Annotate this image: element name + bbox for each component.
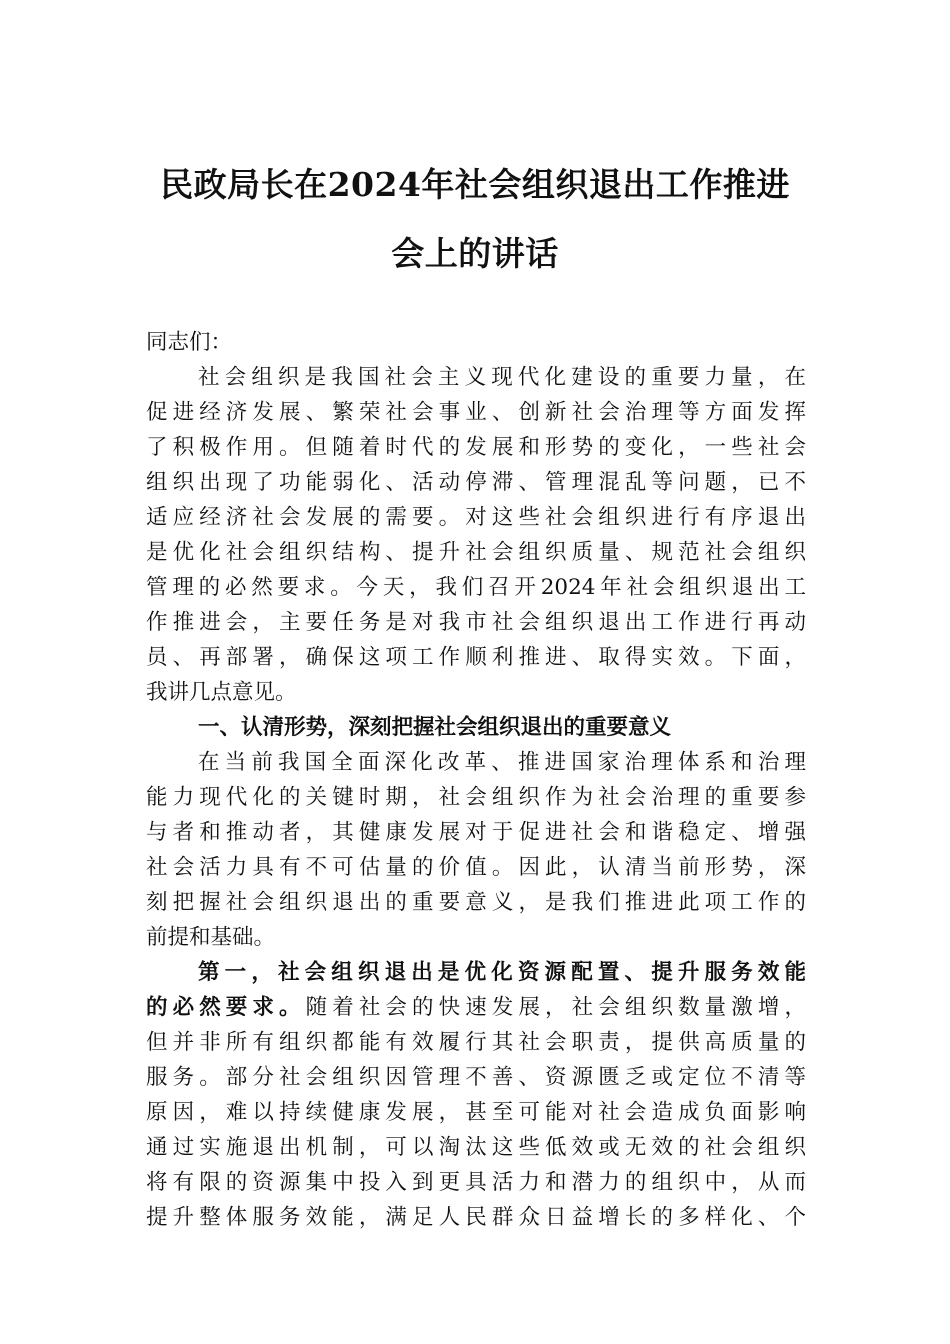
paragraph-line: 社会组织是我国社会主义现代化建设的重要力量，在 bbox=[198, 365, 806, 390]
paragraph-line: 社会活力具有不可估量的价值。因此，认清当前形势，深 bbox=[146, 855, 806, 880]
paragraph-line: 提升整体服务效能，满足人民群众日益增长的多样化、个 bbox=[146, 1205, 806, 1230]
salutation: 同志们： bbox=[146, 330, 233, 355]
paragraph-line: 管理的必然要求。今天，我们召开2024年社会组织退出工 bbox=[146, 575, 806, 600]
paragraph-line: 了积极作用。但随着时代的发展和形势的变化，一些社会 bbox=[146, 435, 806, 460]
paragraph-line: 员、再部署，确保这项工作顺利推进、取得实效。下面， bbox=[146, 645, 806, 670]
paragraph-line: 在当前我国全面深化改革、推进国家治理体系和治理 bbox=[198, 750, 806, 775]
document-title-line-2: 会上的讲话 bbox=[391, 234, 559, 273]
subsection-lead-end: 的必然要求。 bbox=[146, 995, 306, 1020]
paragraph-line: 服务。部分社会组织因管理不善、资源匮乏或定位不清等 bbox=[146, 1065, 806, 1090]
document-title-line-1: 民政局长在2024年社会组织退出工作推进 bbox=[160, 165, 790, 204]
paragraph-line: 适应经济社会发展的需要。对这些社会组织进行有序退出 bbox=[146, 505, 806, 530]
paragraph-line: 原因，难以持续健康发展，甚至可能对社会造成负面影响 bbox=[146, 1100, 806, 1125]
paragraph-line: 通过实施退出机制，可以淘汰这些低效或无效的社会组织 bbox=[146, 1135, 806, 1160]
paragraph-line: 能力现代化的关键时期，社会组织作为社会治理的重要参 bbox=[146, 785, 806, 810]
subsection-lead: 第一，社会组织退出是优化资源配置、提升服务效能 bbox=[198, 960, 806, 985]
paragraph-line: 是优化社会组织结构、提升社会组织质量、规范社会组织 bbox=[146, 540, 806, 565]
paragraph-line bbox=[146, 991, 806, 1025]
paragraph-line: 前提和基础。 bbox=[146, 925, 276, 950]
paragraph-line: 刻把握社会组织退出的重要意义，是我们推进此项工作的 bbox=[146, 890, 806, 915]
paragraph-text: 随着社会的快速发展，社会组织数量激增， bbox=[305, 995, 806, 1020]
paragraph-line: 我讲几点意见。 bbox=[146, 680, 297, 705]
paragraph-line: 作推进会，主要任务是对我市社会组织退出工作进行再动 bbox=[146, 610, 806, 635]
paragraph-line: 组织出现了功能弱化、活动停滞、管理混乱等问题，已不 bbox=[146, 470, 806, 495]
section-heading: 一、认清形势，深刻把握社会组织退出的重要意义 bbox=[198, 715, 672, 740]
paragraph-line: 将有限的资源集中投入到更具活力和潜力的组织中，从而 bbox=[146, 1170, 806, 1195]
paragraph-line: 促进经济发展、繁荣社会事业、创新社会治理等方面发挥 bbox=[146, 400, 806, 425]
paragraph-line: 与者和推动者，其健康发展对于促进社会和谐稳定、增强 bbox=[146, 820, 806, 845]
paragraph-line: 但并非所有组织都能有效履行其社会职责，提供高质量的 bbox=[146, 1030, 806, 1055]
